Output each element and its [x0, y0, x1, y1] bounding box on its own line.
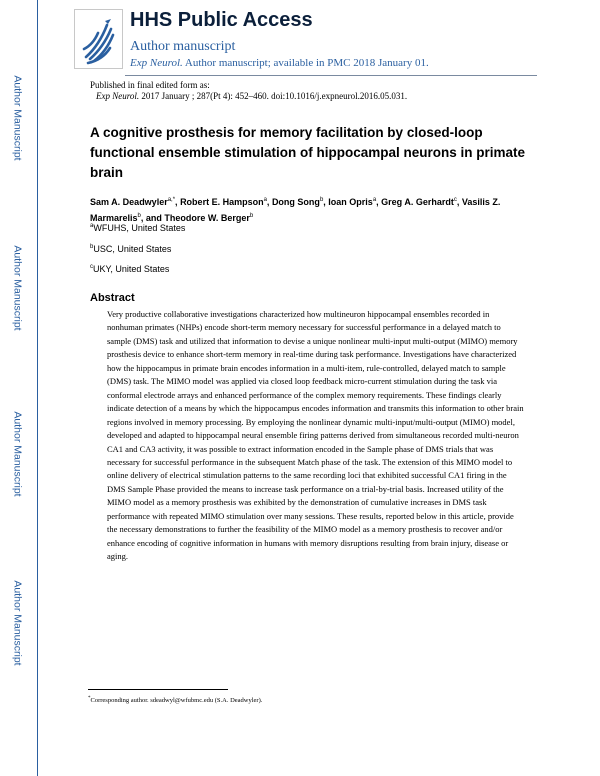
author-affiliation-mark: b — [137, 213, 141, 219]
author-affiliation-mark: a,* — [167, 197, 176, 203]
author-name: Sam A. Deadwyler — [90, 197, 168, 207]
author-separator: , — [376, 197, 382, 207]
author-affiliation-mark: b — [319, 197, 324, 203]
author-separator: , — [456, 197, 462, 207]
header-journal: Exp Neurol. — [130, 57, 183, 69]
affiliation: $^b$USC, United States — [90, 244, 172, 254]
author-name: Vasilis Z. Marmarelis — [90, 197, 501, 223]
hhs-public-access-title: HHS Public Access — [130, 9, 313, 31]
sidebar-label: Author Manuscript — [12, 75, 24, 161]
affiliation: $^a$WFUHS, United States — [90, 223, 186, 233]
sidebar-label: Author Manuscript — [12, 411, 24, 497]
author-affiliation-mark: a — [372, 197, 377, 203]
author-separator: , — [323, 197, 329, 207]
author-separator: , — [175, 197, 181, 207]
author-name: Ioan Opris — [328, 197, 373, 207]
author-list — [90, 193, 530, 225]
header-citation — [130, 57, 429, 69]
abstract-heading: Abstract — [90, 292, 135, 304]
author-name: Robert E. Hampson — [180, 197, 264, 207]
published-in-label: Published in final edited form as: — [90, 80, 210, 90]
corresponding-author-footnote: *Corresponding author. sdeadwyl@wfubmc.edu (S.A. Deadwyler). — [88, 696, 263, 705]
hhs-logo — [74, 9, 123, 69]
author-separator: , — [266, 197, 272, 207]
author-affiliation-mark: c — [453, 197, 457, 203]
author-separator: , and — [140, 213, 165, 223]
author-affiliation-mark: a — [263, 197, 267, 203]
hhs-eagle-icon — [75, 10, 122, 68]
footnote-divider — [88, 689, 228, 690]
author-name: Theodore W. Berger — [164, 213, 250, 223]
publication-citation — [96, 91, 407, 101]
author-affiliation-mark: b — [249, 213, 254, 219]
header-divider — [125, 75, 537, 76]
abstract-body: Very productive collaborative investigations characterized how multineuron hippocampal ensembles recorded in nonhuman primates (NHPs) encode short-term memory necessary for successful performance in a delayed match to sample (DMS) task and utilized that information to devise a unique nonlinear multi-input multi-output (MIMO) memory prosthesis device to enhance short-term memory in real-time during task performance. Investigations have characterized how the hippocampus in primate brain encodes information in a multi-item, rule-controlled, delayed match to sample (DMS) task. The MIMO model was applied via closed loop feedback micro-current stimulation during the task via conformal electrode arrays and enhanced performance of the complex memory requirements. These findings clearly indicate detection of a means by which the hippocampus encodes information and transmits this information to other brain regions involved in memory processing. By employing the nonlinear dynamic multi-input/multi-output (MIMO) model, developed and adapted to hippocampal neural ensemble firing patterns derived from simultaneous recorded multi-neuron CA1 and CA3 activity, it was possible to extract information encoded in the Sample phase of DMS trials that was necessary for successful performance in the subsequent Match phase of the task. The extension of this MIMO model to online delivery of electrical stimulation patterns to the same recording loci that exhibited successful CA1 firing in the DMS Sample Phase provided the means to increase task performance on a trial-by-trial basis. Increased utility of the MIMO model as a memory prosthesis was exhibited by the demonstration of cumulative increases in DMS task performance with repeated MIMO stimulation over many sessions. These results, reported below in this article, provide the necessary demonstrations to further the feasibility of the MIMO model as a memory prosthesis to recover and/or enhance encoding of cognitive information in humans with memory disruptions resulting from brain injury, disease or aging. — [107, 309, 524, 562]
publication-journal: Exp Neurol. — [96, 91, 140, 101]
sidebar-label: Author Manuscript — [12, 245, 24, 331]
author-name: Dong Song — [271, 197, 320, 207]
sidebar-rule — [37, 0, 38, 776]
publication-details: 2017 January ; 287(Pt 4): 452–460. doi:10.1016/j.expneurol.2016.05.031. — [141, 91, 408, 101]
header-status: Author manuscript; available in PMC 2018 January 01. — [184, 57, 429, 69]
affiliation: $^c$UKY, United States — [90, 264, 170, 274]
author-name: Greg A. Gerhardt — [381, 197, 454, 207]
sidebar-label: Author Manuscript — [12, 580, 24, 666]
article-title: A cognitive prosthesis for memory facilitation by closed-loop functional ensemble stimulation of hippocampal neurons in primate brain — [90, 125, 526, 180]
author-manuscript-subtitle: Author manuscript — [130, 39, 236, 54]
